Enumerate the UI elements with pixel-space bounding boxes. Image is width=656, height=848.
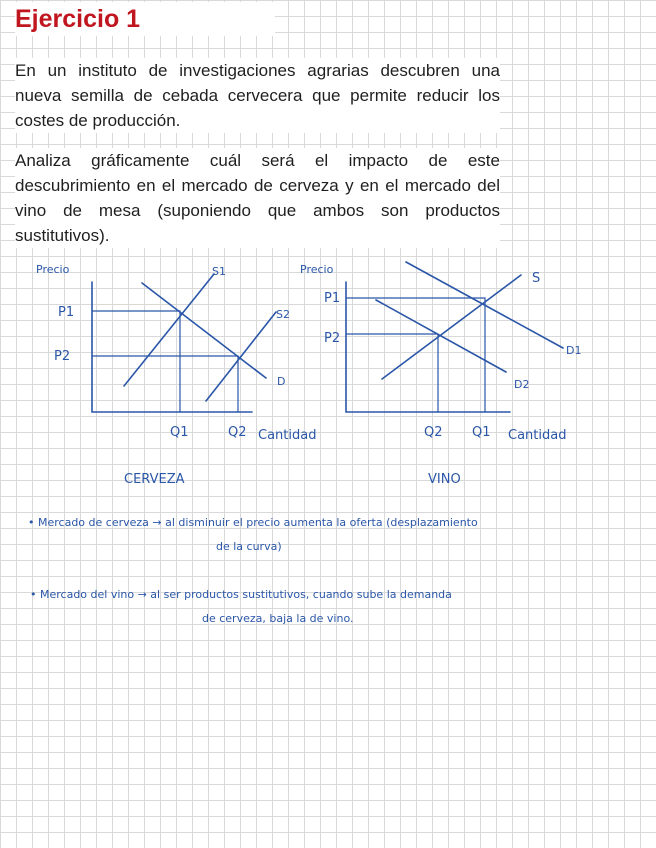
- beer-p2-q2-guides: [92, 356, 238, 412]
- paragraph-1-text: En un instituto de investigaciones agrarias descubren una nueva semilla de cebada cervecera que permite reducir los costes de producción.: [15, 61, 500, 130]
- wine-q2-label: Q2: [424, 425, 443, 440]
- beer-p2-label: P2: [54, 349, 71, 364]
- beer-caption: CERVEZA: [124, 472, 185, 487]
- wine-note-line-1: • Mercado del vino → al ser productos sustitutivos, cuando sube la demanda: [30, 588, 452, 601]
- wine-p1-q1-guides: [346, 298, 485, 412]
- beer-supply-s1-line: [124, 274, 214, 386]
- beer-q2-label: Q2: [228, 425, 247, 440]
- wine-note-line-2: de cerveza, baja la de vino.: [202, 612, 354, 625]
- beer-x-axis-label: Cantidad: [258, 428, 317, 443]
- beer-note-line-1: • Mercado de cerveza → al disminuir el precio aumenta la oferta (desplazamiento: [28, 516, 478, 529]
- beer-s1-label: S1: [212, 265, 226, 278]
- wine-demand-d2-line: [376, 300, 506, 372]
- beer-note-line-2: de la curva): [216, 540, 282, 553]
- beer-d-label: D: [277, 375, 286, 388]
- exercise-title: Ejercicio 1: [15, 2, 275, 36]
- beer-p1-label: P1: [58, 305, 75, 320]
- wine-s-label: S: [532, 271, 541, 286]
- beer-axes: [92, 282, 252, 412]
- wine-d1-label: D1: [566, 344, 582, 357]
- wine-d2-label: D2: [514, 378, 530, 391]
- wine-q1-label: Q1: [472, 425, 491, 440]
- wine-p1-label: P1: [324, 291, 341, 306]
- wine-supply-line: [382, 275, 521, 379]
- wine-x-axis-label: Cantidad: [508, 428, 567, 443]
- beer-demand-line: [142, 283, 266, 378]
- beer-y-axis-label: Precio: [36, 263, 70, 276]
- beer-s2-label: S2: [276, 308, 290, 321]
- paragraph-2-text: Analiza gráficamente cuál será el impacto de este descubrimiento en el mercado de cerveza y en el mercado del vino de mesa (suponiendo que ambos son productos sustitutivos).: [15, 151, 500, 245]
- wine-p2-q2-guides: [346, 334, 438, 412]
- beer-q1-label: Q1: [170, 425, 189, 440]
- wine-y-axis-label: Precio: [300, 263, 334, 276]
- wine-caption: VINO: [428, 472, 461, 487]
- beer-p1-q1-guides: [92, 311, 180, 412]
- wine-p2-label: P2: [324, 331, 341, 346]
